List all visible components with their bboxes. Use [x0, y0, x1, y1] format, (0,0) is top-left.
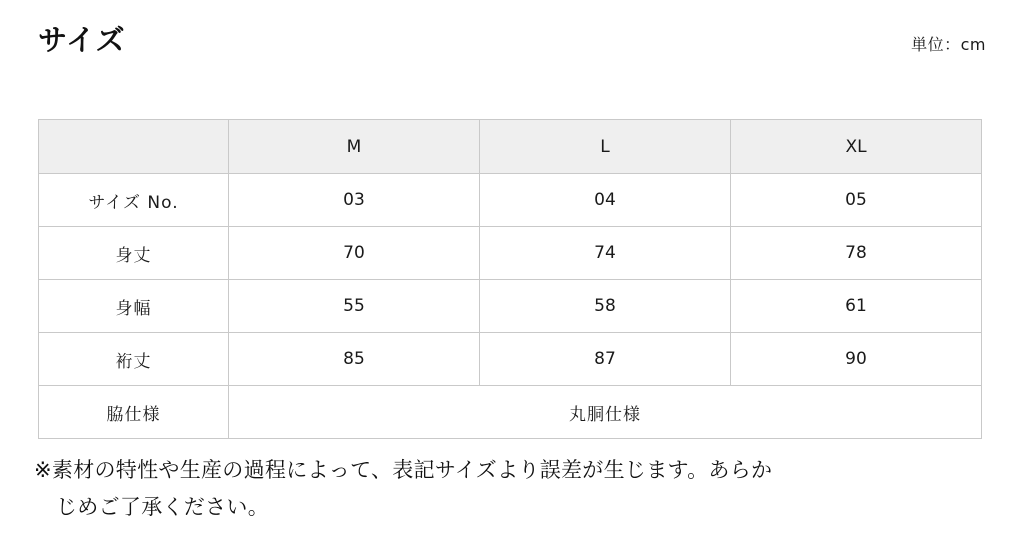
- table-row: [39, 227, 982, 280]
- row-label: 身丈: [39, 227, 229, 280]
- row-value-m: 70: [229, 227, 480, 280]
- size-table: [38, 119, 982, 439]
- table-header-corner: [39, 120, 229, 174]
- table-header-row: [39, 120, 982, 174]
- row-value-l: 58: [480, 280, 731, 333]
- table-row: [39, 333, 982, 386]
- row-label: 裄丈: [39, 333, 229, 386]
- table-header-m: M: [229, 120, 480, 174]
- row-label: 脇仕様: [39, 386, 229, 439]
- unit-note: 単位：cm: [911, 35, 986, 54]
- page-title: サイズ: [38, 23, 126, 57]
- footnote: [34, 452, 994, 526]
- table-row: [39, 174, 982, 227]
- footnote-line-2: じめご了承ください。: [56, 495, 269, 519]
- row-value-l: 04: [480, 174, 731, 227]
- table-row-merged: [39, 386, 982, 439]
- row-value-xl: 05: [731, 174, 982, 227]
- row-value-xl: 78: [731, 227, 982, 280]
- row-value-xl: 90: [731, 333, 982, 386]
- row-value-m: 55: [229, 280, 480, 333]
- table-row: [39, 280, 982, 333]
- footnote-line-1: ※素材の特性や生産の過程によって、表記サイズより誤差が生じます。あらか: [34, 458, 773, 482]
- row-label: サイズ No.: [39, 174, 229, 227]
- header: [38, 20, 986, 70]
- row-value-xl: 61: [731, 280, 982, 333]
- row-label: 身幅: [39, 280, 229, 333]
- row-value-m: 03: [229, 174, 480, 227]
- row-value-l: 74: [480, 227, 731, 280]
- row-value-merged: 丸胴仕様: [229, 386, 982, 439]
- row-value-m: 85: [229, 333, 480, 386]
- table-header-xl: XL: [731, 120, 982, 174]
- table-header-l: L: [480, 120, 731, 174]
- row-value-l: 87: [480, 333, 731, 386]
